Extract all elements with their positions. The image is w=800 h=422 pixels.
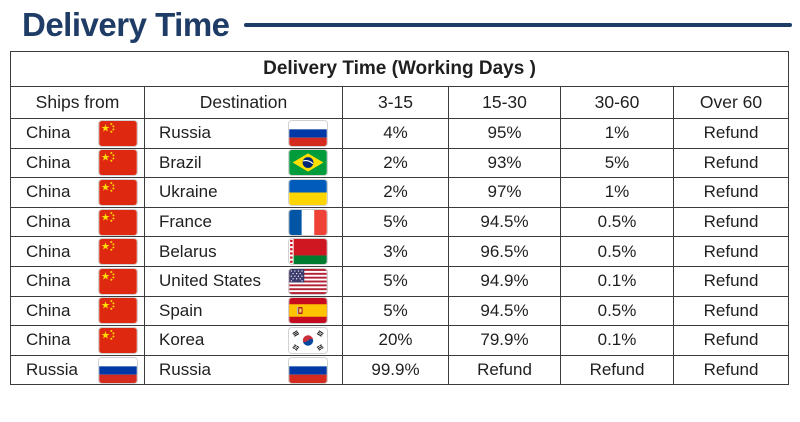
cell-30-60: 0.5% <box>561 296 674 326</box>
table-body <box>11 119 789 385</box>
cell-over-60: Refund <box>674 237 789 267</box>
destination-label: Brazil <box>159 152 202 172</box>
ships-from-label: Russia <box>26 360 78 380</box>
destination-label: Belarus <box>159 241 217 261</box>
cell-ships-from <box>11 207 145 237</box>
cell-3-15: 4% <box>343 119 449 149</box>
cell-30-60: 1% <box>561 178 674 208</box>
destination-label: Ukraine <box>159 182 218 202</box>
table-row <box>11 326 789 356</box>
cell-over-60: Refund <box>674 178 789 208</box>
cell-15-30: Refund <box>449 355 561 385</box>
destination-label: Russia <box>159 123 211 143</box>
title-rule <box>244 23 792 27</box>
cell-15-30: 96.5% <box>449 237 561 267</box>
ships-from-label: China <box>26 182 71 202</box>
cell-30-60: 5% <box>561 148 674 178</box>
cell-3-15: 3% <box>343 237 449 267</box>
cell-over-60: Refund <box>674 148 789 178</box>
table-row <box>11 119 789 149</box>
cell-3-15: 2% <box>343 148 449 178</box>
united-states-flag-icon <box>289 269 327 294</box>
cell-destination <box>145 178 343 208</box>
cell-over-60: Refund <box>674 326 789 356</box>
cell-over-60: Refund <box>674 355 789 385</box>
destination-label: United States <box>159 271 262 291</box>
title-band <box>0 0 800 50</box>
belarus-flag-icon <box>289 239 327 264</box>
cell-15-30: 79.9% <box>449 326 561 356</box>
cell-30-60: 0.1% <box>561 326 674 356</box>
column-header-30-60: 30-60 <box>561 87 674 119</box>
cell-destination <box>145 148 343 178</box>
cell-ships-from <box>11 266 145 296</box>
destination-label: Korea <box>159 330 205 350</box>
ships-from-label: China <box>26 123 71 143</box>
cell-ships-from <box>11 355 145 385</box>
china-flag-icon <box>99 121 137 146</box>
cell-15-30: 95% <box>449 119 561 149</box>
cell-3-15: 5% <box>343 296 449 326</box>
spain-flag-icon <box>289 298 327 323</box>
cell-ships-from <box>11 148 145 178</box>
cell-ships-from <box>11 326 145 356</box>
table-row <box>11 178 789 208</box>
cell-destination <box>145 237 343 267</box>
ships-from-label: China <box>26 212 71 232</box>
column-header-3-15: 3-15 <box>343 87 449 119</box>
ships-from-label: China <box>26 271 71 291</box>
ships-from-label: China <box>26 300 71 320</box>
cell-destination <box>145 296 343 326</box>
cell-ships-from <box>11 237 145 267</box>
table-row <box>11 355 789 385</box>
cell-30-60: 0.1% <box>561 266 674 296</box>
russia-flag-icon <box>289 358 327 383</box>
cell-destination <box>145 355 343 385</box>
cell-30-60: 1% <box>561 119 674 149</box>
ships-from-label: China <box>26 330 71 350</box>
cell-15-30: 94.9% <box>449 266 561 296</box>
korea-flag-icon <box>289 328 327 353</box>
cell-ships-from <box>11 178 145 208</box>
column-header-destination: Destination <box>145 87 343 119</box>
column-header-over-60: Over 60 <box>674 87 789 119</box>
ships-from-label: China <box>26 241 71 261</box>
cell-over-60: Refund <box>674 296 789 326</box>
table-row <box>11 237 789 267</box>
table-row <box>11 207 789 237</box>
cell-over-60: Refund <box>674 207 789 237</box>
table-caption-row <box>11 52 789 87</box>
ukraine-flag-icon <box>289 180 327 205</box>
cell-destination <box>145 207 343 237</box>
cell-15-30: 93% <box>449 148 561 178</box>
cell-over-60: Refund <box>674 119 789 149</box>
page-title: Delivery Time <box>22 6 230 43</box>
china-flag-icon <box>99 298 137 323</box>
cell-15-30: 94.5% <box>449 296 561 326</box>
china-flag-icon <box>99 328 137 353</box>
cell-ships-from <box>11 296 145 326</box>
cell-30-60: 0.5% <box>561 237 674 267</box>
delivery-time-table <box>10 51 789 385</box>
china-flag-icon <box>99 180 137 205</box>
column-header-ships-from: Ships from <box>11 87 145 119</box>
table-row <box>11 148 789 178</box>
cell-15-30: 94.5% <box>449 207 561 237</box>
cell-3-15: 5% <box>343 266 449 296</box>
china-flag-icon <box>99 210 137 235</box>
cell-ships-from <box>11 119 145 149</box>
table-row <box>11 266 789 296</box>
russia-flag-icon <box>99 358 137 383</box>
table-header-row <box>11 87 789 119</box>
brazil-flag-icon <box>289 150 327 175</box>
france-flag-icon <box>289 210 327 235</box>
china-flag-icon <box>99 269 137 294</box>
column-header-15-30: 15-30 <box>449 87 561 119</box>
cell-over-60: Refund <box>674 266 789 296</box>
destination-label: Spain <box>159 300 203 320</box>
cell-3-15: 2% <box>343 178 449 208</box>
russia-flag-icon <box>289 121 327 146</box>
destination-label: Russia <box>159 360 211 380</box>
table-caption: Delivery Time (Working Days ) <box>11 52 789 87</box>
cell-30-60: Refund <box>561 355 674 385</box>
cell-3-15: 5% <box>343 207 449 237</box>
cell-30-60: 0.5% <box>561 207 674 237</box>
cell-3-15: 20% <box>343 326 449 356</box>
china-flag-icon <box>99 150 137 175</box>
table-row <box>11 296 789 326</box>
destination-label: France <box>159 212 212 232</box>
cell-15-30: 97% <box>449 178 561 208</box>
cell-3-15: 99.9% <box>343 355 449 385</box>
cell-destination <box>145 326 343 356</box>
cell-destination <box>145 119 343 149</box>
cell-destination <box>145 266 343 296</box>
ships-from-label: China <box>26 152 71 172</box>
china-flag-icon <box>99 239 137 264</box>
